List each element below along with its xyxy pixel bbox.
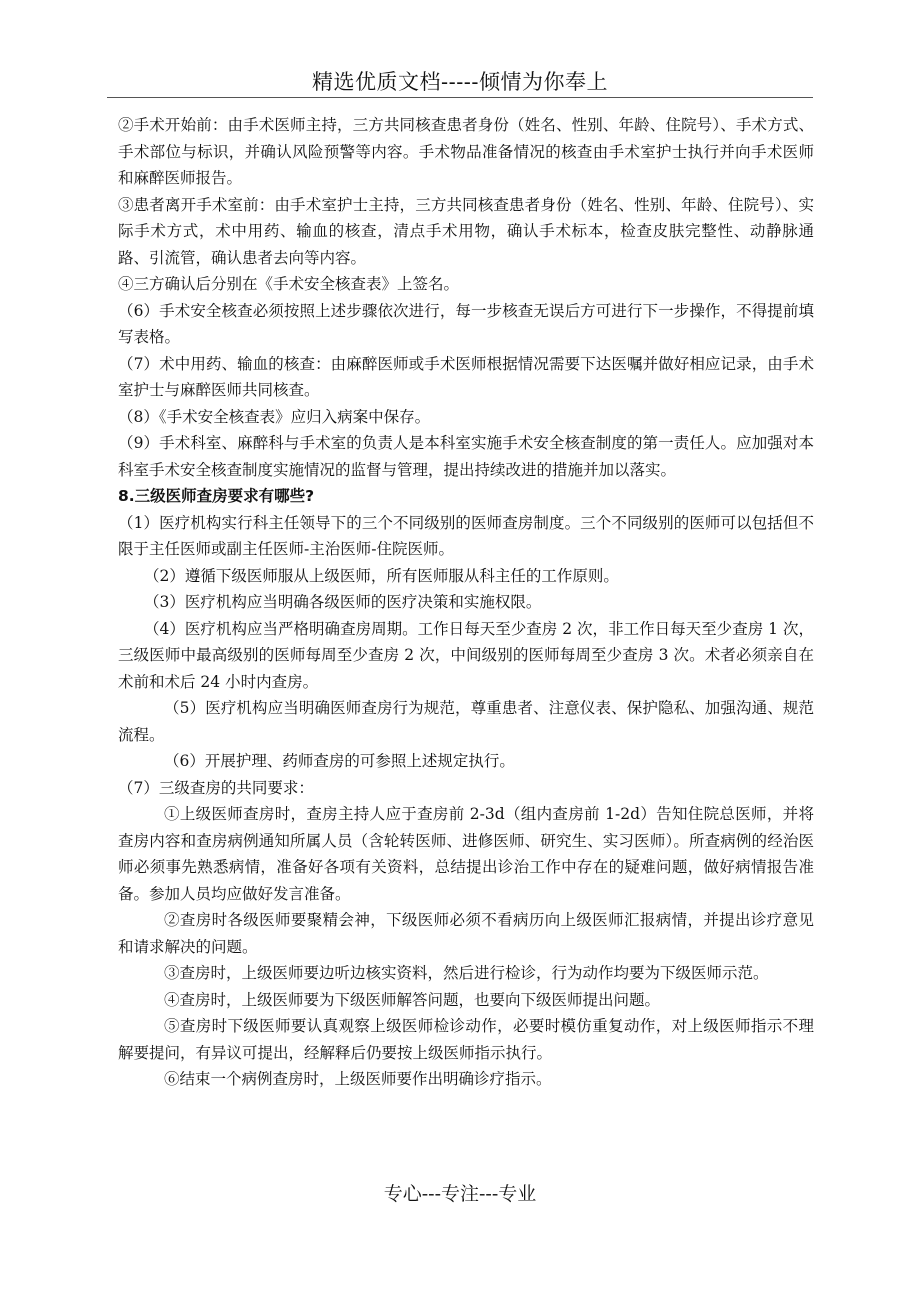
paragraph: （8）《手术安全核查表》应归入病案中保存。 [118,407,431,426]
paragraph: （1）医疗机构实行科主任领导下的三个不同级别的医师查房制度。三个不同级别的医师可以包括但不限于主任医师或副主任医师-主治医师-住院医师。 [118,513,814,558]
paragraph: （5）医疗机构应当明确医师查房行为规范，尊重患者、注意仪表、保护隐私、加强沟通、规范流程。 [118,699,814,744]
header-divider [107,97,813,98]
section-heading: 8.三级医师查房要求有哪些? [118,487,315,505]
paragraph: （7）三级查房的共同要求： [118,778,314,797]
paragraph: （3）医疗机构应当明确各级医师的医疗决策和实施权限。 [144,593,542,611]
paragraph: ③查房时，上级医师要边听边核实资料，然后进行检诊，行为动作均要为下级医师示范。 [164,964,769,982]
page-header: 精选优质文档-----倾情为你奉上 [312,70,608,94]
paragraph: ③患者离开手术室前：由手术室护士主持，三方共同核查患者身份（姓名、性别、年龄、住院号）、实际手术方式，术中用药、输血的核查，清点手术用物，确认手术标本，检查皮肤完整性、动静脉通路、引流管，确认患者去向等内容。 [118,195,814,267]
paragraph: （6）手术安全核查必须按照上述步骤依次进行，每一步核查无误后方可进行下一步操作，不得提前填写表格。 [118,301,814,346]
paragraph: ④三方确认后分别在《手术安全核查表》上签名。 [118,275,460,293]
paragraph: （6）开展护理、药师查房的可参照上述规定执行。 [164,752,515,770]
paragraph: （9）手术科室、麻醉科与手术室的负责人是本科室实施手术安全核查制度的第一责任人。应加强对本科室手术安全核查制度实施情况的监督与管理，提出持续改进的措施并加以落实。 [118,434,814,479]
page-footer: 专心---专注---专业 [383,1183,537,1205]
document-body [118,112,814,1093]
paragraph: （7）术中用药、输血的核查：由麻醉医师或手术医师根据情况需要下达医嘱并做好相应记录，由手术室护士与麻醉医师共同核查。 [118,354,814,399]
paragraph: ⑤查房时下级医师要认真观察上级医师检诊动作，必要时模仿重复动作，对上级医师指示不理解要提问，有异议可提出，经解释后仍要按上级医师指示执行。 [118,1017,814,1062]
paragraph: ②查房时各级医师要聚精会神，下级医师必须不看病历向上级医师汇报病情，并提出诊疗意见和请求解决的问题。 [118,911,814,956]
paragraph: ①上级医师查房时，查房主持人应于查房前 2-3d（组内查房前 1-2d）告知住院总医师，并将查房内容和查房病例通知所属人员（含轮转医师、进修医师、研究生、实习医师）。所查病例的经治医师必须事先熟悉病情，准备好各项有关资料，总结提出诊治工作中存在的疑难问题，做好病情报告准备。参加人员均应做好发言准备。 [118,805,814,903]
paragraph: ④查房时，上级医师要为下级医师解答问题，也要向下级医师提出问题。 [164,990,661,1009]
paragraph: （4）医疗机构应当严格明确查房周期。工作日每天至少查房 2 次，非工作日每天至少查房 1 次，三级医师中最高级别的医师每周至少查房 2 次，中间级别的医师每周至少查房 3 次。术者必须亲自在术前和术后 24 小时内查房。 [118,619,814,691]
paragraph: （2）遵循下级医师服从上级医师，所有医师服从科主任的工作原则。 [144,566,619,585]
paragraph: ⑥结束一个病例查房时，上级医师要作出明确诊疗指示。 [164,1070,552,1088]
paragraph: ②手术开始前：由手术医师主持，三方共同核查患者身份（姓名、性别、年龄、住院号）、手术方式、手术部位与标识，并确认风险预警等内容。手术物品准备情况的核查由手术室护士执行并向手术医师和麻醉医师报告。 [118,116,814,187]
